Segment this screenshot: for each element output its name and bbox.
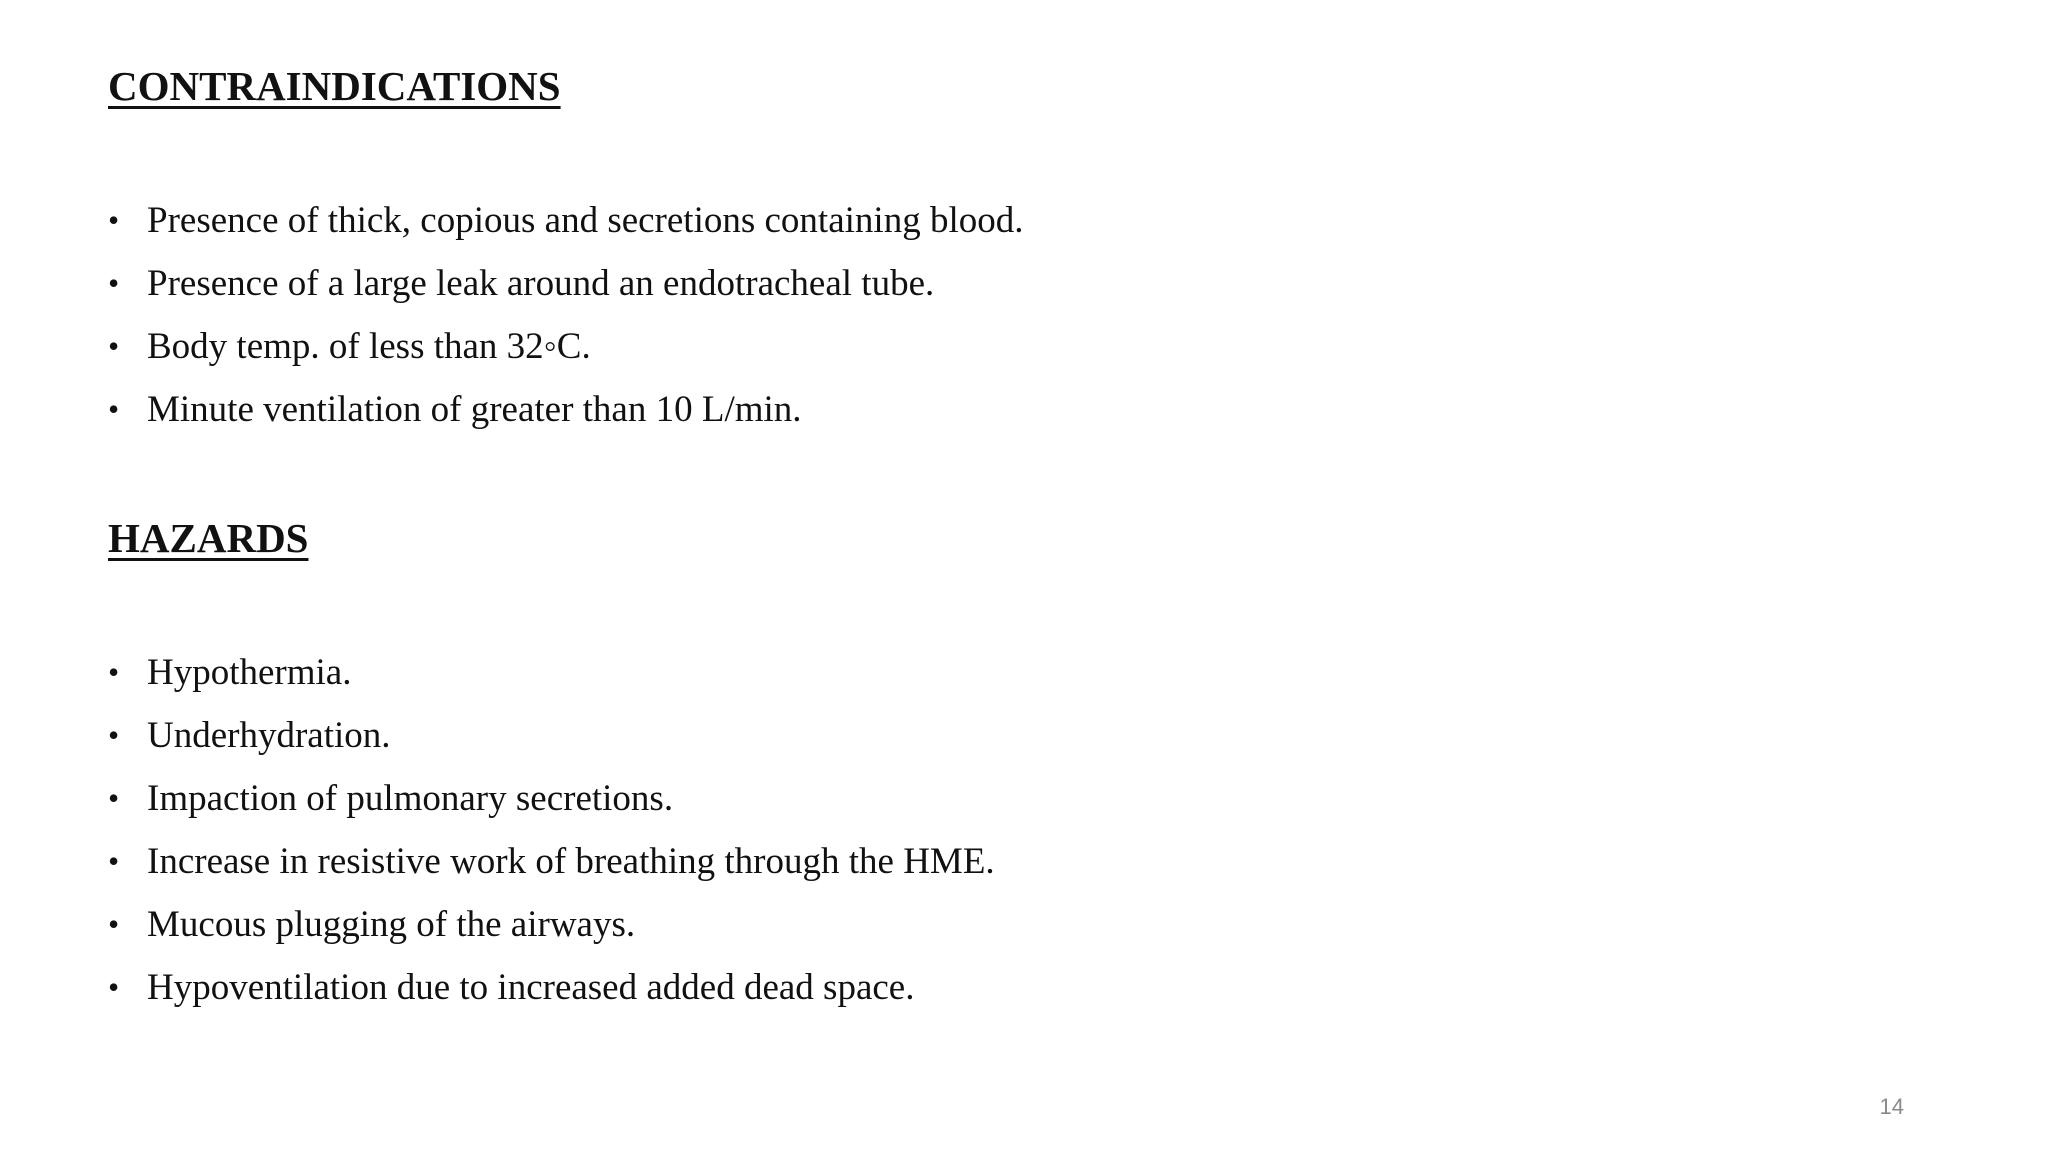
bullet-icon: • — [108, 265, 120, 301]
list-item-text: Increase in resistive work of breathing through the HME. — [147, 841, 995, 882]
list-item — [108, 252, 1023, 315]
hazards-list — [108, 641, 995, 1019]
bullet-icon: • — [108, 843, 120, 879]
list-item-text: Impaction of pulmonary secretions. — [147, 778, 674, 819]
list-item — [108, 378, 1023, 441]
bullet-icon: • — [108, 969, 120, 1005]
page-number: 14 — [1879, 1094, 1904, 1119]
list-item — [108, 830, 995, 893]
list-item-text: Minute ventilation of greater than 10 L/min. — [147, 389, 802, 430]
list-item — [108, 315, 1023, 378]
bullet-icon: • — [108, 391, 120, 427]
list-item-text: Underhydration. — [147, 715, 391, 756]
bullet-icon: • — [108, 654, 120, 690]
hazards-heading-block — [108, 514, 1808, 562]
bullet-icon: • — [108, 717, 120, 753]
list-item-text: Presence of a large leak around an endotracheal tube. — [147, 263, 935, 304]
list-item-text: Hypoventilation due to increased added dead space. — [147, 967, 915, 1008]
hazards-heading: HAZARDS — [108, 515, 309, 561]
list-item — [108, 767, 995, 830]
bullet-icon: • — [108, 906, 120, 942]
list-item — [108, 893, 995, 956]
bullet-icon: • — [108, 202, 120, 238]
list-item — [108, 956, 995, 1019]
contraindications-heading-block — [108, 62, 1808, 110]
bullet-icon: • — [108, 780, 120, 816]
list-item — [108, 189, 1023, 252]
list-item — [108, 704, 995, 767]
list-item — [108, 641, 995, 704]
contraindications-heading: CONTRAINDICATIONS — [108, 63, 561, 109]
list-item-text: Presence of thick, copious and secretions containing blood. — [147, 200, 1024, 241]
bullet-icon: • — [108, 328, 120, 364]
list-item-text: Hypothermia. — [147, 652, 352, 693]
list-item-text: Mucous plugging of the airways. — [147, 904, 636, 945]
contraindications-list — [108, 189, 1023, 441]
list-item-text: Body temp. of less than 32◦C. — [147, 326, 591, 367]
